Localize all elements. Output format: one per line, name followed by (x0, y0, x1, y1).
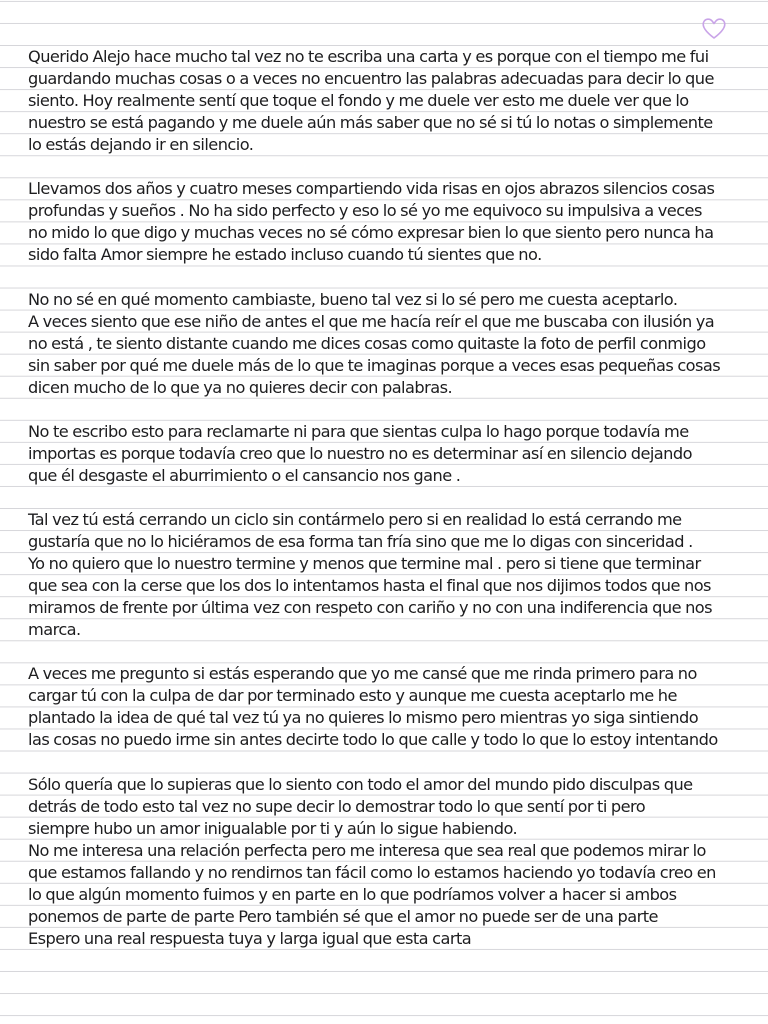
paragraph-gap (28, 156, 768, 178)
letter-line: No no sé en qué momento cambiaste, bueno tal vez si lo sé pero me cuesta aceptarlo. (28, 289, 678, 309)
letter-line: Tal vez tú está cerrando un ciclo sin contármelo pero si en realidad lo está cerrando me (28, 509, 682, 529)
paragraph-gap (28, 752, 768, 774)
letter-line: marca. (28, 620, 81, 640)
letter-paragraph (28, 178, 768, 266)
letter-paragraph (28, 46, 768, 156)
letter-line: plantado la idea de qué tal vez tú ya no quieres lo mismo pero mientras yo siga sintiendo (28, 708, 699, 728)
letter-line: guardando muchas cosas o a veces no encuentro las palabras adecuadas para decir lo que (28, 69, 714, 89)
letter-body (28, 46, 768, 950)
letter-line: A veces siento que ese niño de antes el que me hacía reír el que me buscaba con ilusión ya (28, 311, 715, 331)
letter-line: sin saber por qué me duele más de lo que te imaginas porque a veces esas pequeñas cosas (28, 355, 721, 375)
letter-line: cargar tú con la culpa de dar por terminado esto y aunque me cuesta aceptarlo me he (28, 686, 677, 706)
letter-line: que sea con la cerse que los dos lo intentamos hasta el final que nos dijimos todos que nos (28, 576, 711, 596)
paragraph-gap (28, 266, 768, 288)
letter-line: siempre hubo un amor inigualable por ti y aún lo sigue habiendo. (28, 818, 518, 838)
letter-paragraph (28, 509, 768, 641)
letter-line: ponemos de parte de parte Pero también sé que el amor no puede ser de una parte (28, 906, 658, 926)
letter-line: gustaría que no lo hiciéramos de esa forma tan fría sino que me lo digas con sinceridad . (28, 532, 693, 552)
letter-line: Espero una real respuesta tuya y larga igual que esta carta (28, 928, 472, 948)
letter-line: no mido lo que digo y muchas veces no sé cómo expresar bien lo que siento pero nunca ha (28, 223, 714, 243)
letter-line: importas es porque todavía creo que lo nuestro no es determinar así en silencio dejando (28, 443, 692, 463)
letter-paragraph (28, 774, 768, 950)
letter-line: que estamos fallando y no rendirnos tan fácil como lo estamos haciendo yo todavía creo en (28, 862, 716, 882)
letter-line: A veces me pregunto si estás esperando que yo me cansé que me rinda primero para no (28, 664, 697, 684)
letter-line: detrás de todo esto tal vez no supe decir lo demostrar todo lo que sentí por ti pero (28, 796, 646, 816)
letter-line: miramos de frente por última vez con respeto con cariño y no con una indiferencia que nos (28, 598, 713, 618)
letter-line: sido falta Amor siempre he estado incluso cuando tú sientes que no. (28, 245, 542, 265)
letter-line: nuestro se está pagando y me duele aún más saber que no sé si tú lo notas o simplemente (28, 113, 713, 133)
letter-line: Yo no quiero que lo nuestro termine y menos que termine mal . pero si tiene que terminar (28, 554, 701, 574)
letter-paragraph (28, 421, 768, 487)
letter-paragraph (28, 289, 768, 399)
paragraph-gap (28, 641, 768, 663)
letter-line: Querido Alejo hace mucho tal vez no te escriba una carta y es porque con el tiempo me fui (28, 47, 709, 66)
letter-line: Llevamos dos años y cuatro meses compartiendo vida risas en ojos abrazos silencios cosas (28, 179, 715, 199)
letter-line: lo estás dejando ir en silencio. (28, 135, 254, 155)
letter-line: Sólo quería que lo supieras que lo siento con todo el amor del mundo pido disculpas que (28, 774, 693, 794)
paragraph-gap (28, 487, 768, 509)
letter-line: las cosas no puedo irme sin antes decirte todo lo que calle y todo lo que lo estoy intentando (28, 730, 718, 750)
letter-paragraph (28, 663, 768, 751)
letter-line: que él desgaste el aburrimiento o el cansancio nos gane . (28, 465, 461, 485)
heart-outline-icon (700, 14, 728, 42)
letter-line: No me interesa una relación perfecta pero me interesa que sea real que podemos mirar lo (28, 840, 706, 860)
letter-line: profundas y sueños . No ha sido perfecto y eso lo sé yo me equivoco su impulsiva a veces (28, 201, 702, 221)
letter-line: dicen mucho de lo que ya no quieres decir con palabras. (28, 377, 453, 397)
letter-line: siento. Hoy realmente sentí que toque el fondo y me duele ver esto me duele ver que lo (28, 91, 689, 111)
letter-line: no está , te siento distante cuando me dices cosas como quitaste la foto de perfil conmigo (28, 333, 706, 353)
letter-line: lo que algún momento fuimos y en parte en lo que podríamos volver a hacer si ambos (28, 884, 677, 904)
paragraph-gap (28, 399, 768, 421)
letter-line: No te escribo esto para reclamarte ni para que sientas culpa lo hago porque todavía me (28, 421, 689, 441)
